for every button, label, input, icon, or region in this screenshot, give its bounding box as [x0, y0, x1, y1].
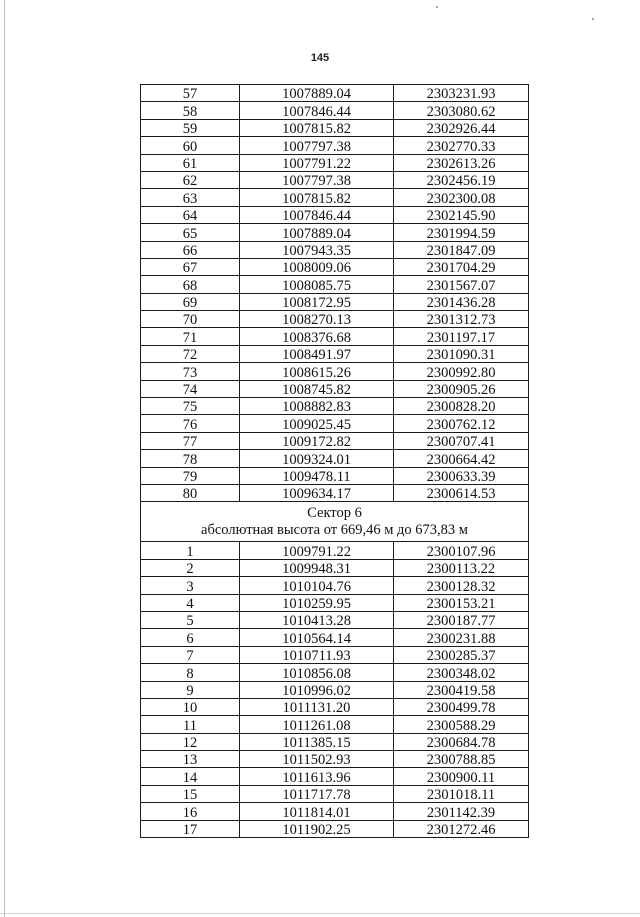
point-number-cell: 72 — [141, 345, 240, 362]
table-row — [141, 311, 529, 328]
table-row — [141, 664, 529, 681]
y-coordinate-cell: 2301567.07 — [394, 276, 529, 293]
point-number-cell: 16 — [141, 803, 240, 820]
y-coordinate-cell: 2300664.42 — [394, 450, 529, 467]
point-number-cell: 2 — [141, 559, 240, 576]
y-coordinate-cell: 2300992.80 — [394, 363, 529, 380]
y-coordinate-cell: 2302613.26 — [394, 154, 529, 171]
y-coordinate-cell: 2300762.12 — [394, 415, 529, 432]
y-coordinate-cell: 2300285.37 — [394, 646, 529, 663]
y-coordinate-cell: 2301312.73 — [394, 311, 529, 328]
x-coordinate-cell: 1007815.82 — [240, 119, 394, 136]
table-row — [141, 415, 529, 432]
point-number-cell: 11 — [141, 716, 240, 733]
point-number-cell: 77 — [141, 432, 240, 449]
table-row — [141, 380, 529, 397]
page-number: 145 — [310, 52, 330, 64]
table-row — [141, 85, 529, 102]
y-coordinate-cell: 2300187.77 — [394, 611, 529, 628]
table-row — [141, 241, 529, 258]
x-coordinate-cell: 1008270.13 — [240, 311, 394, 328]
x-coordinate-cell: 1008615.26 — [240, 363, 394, 380]
table-row — [141, 768, 529, 785]
point-number-cell: 17 — [141, 820, 240, 837]
x-coordinate-cell: 1010413.28 — [240, 611, 394, 628]
table-row — [141, 751, 529, 768]
section-header-body — [141, 502, 529, 542]
x-coordinate-cell: 1010856.08 — [240, 664, 394, 681]
point-number-cell: 69 — [141, 293, 240, 310]
table-row — [141, 646, 529, 663]
y-coordinate-cell: 2300107.96 — [394, 542, 529, 559]
y-coordinate-cell: 2300113.22 — [394, 559, 529, 576]
table-row — [141, 733, 529, 750]
y-coordinate-cell: 2300788.85 — [394, 751, 529, 768]
y-coordinate-cell: 2300633.39 — [394, 467, 529, 484]
x-coordinate-cell: 1011502.93 — [240, 751, 394, 768]
table-row — [141, 559, 529, 576]
point-number-cell: 4 — [141, 594, 240, 611]
y-coordinate-cell: 2301994.59 — [394, 224, 529, 241]
point-number-cell: 70 — [141, 311, 240, 328]
x-coordinate-cell: 1008009.06 — [240, 258, 394, 275]
section-subtitle: абсолютная высота от 669,46 м до 673,83 м — [201, 521, 468, 538]
y-coordinate-cell: 2300707.41 — [394, 432, 529, 449]
y-coordinate-cell: 2303080.62 — [394, 102, 529, 119]
x-coordinate-cell: 1010996.02 — [240, 681, 394, 698]
x-coordinate-cell: 1007815.82 — [240, 189, 394, 206]
point-number-cell: 9 — [141, 681, 240, 698]
y-coordinate-cell: 2300128.32 — [394, 577, 529, 594]
table-row — [141, 577, 529, 594]
section-title: Сектор 6 — [307, 504, 362, 521]
y-coordinate-cell: 2300900.11 — [394, 768, 529, 785]
x-coordinate-cell: 1011814.01 — [240, 803, 394, 820]
point-number-cell: 7 — [141, 646, 240, 663]
table-row — [141, 803, 529, 820]
y-coordinate-cell: 2300905.26 — [394, 380, 529, 397]
x-coordinate-cell: 1011902.25 — [240, 820, 394, 837]
x-coordinate-cell: 1007791.22 — [240, 154, 394, 171]
x-coordinate-cell: 1007889.04 — [240, 85, 394, 102]
table-row — [141, 542, 529, 559]
section-header-row — [141, 502, 529, 542]
table-row — [141, 154, 529, 171]
y-coordinate-cell: 2302926.44 — [394, 119, 529, 136]
point-number-cell: 64 — [141, 206, 240, 223]
point-number-cell: 8 — [141, 664, 240, 681]
table-row — [141, 398, 529, 415]
point-number-cell: 59 — [141, 119, 240, 136]
y-coordinate-cell: 2300348.02 — [394, 664, 529, 681]
y-coordinate-cell: 2301197.17 — [394, 328, 529, 345]
point-number-cell: 60 — [141, 137, 240, 154]
x-coordinate-cell: 1007846.44 — [240, 102, 394, 119]
table-row — [141, 276, 529, 293]
table-body-after — [141, 542, 529, 838]
y-coordinate-cell: 2300419.58 — [394, 681, 529, 698]
table-row — [141, 293, 529, 310]
table-row — [141, 629, 529, 646]
section-header-cell — [141, 502, 529, 542]
y-coordinate-cell: 2300499.78 — [394, 698, 529, 715]
y-coordinate-cell: 2300231.88 — [394, 629, 529, 646]
point-number-cell: 5 — [141, 611, 240, 628]
y-coordinate-cell: 2300588.29 — [394, 716, 529, 733]
x-coordinate-cell: 1010259.95 — [240, 594, 394, 611]
table-row — [141, 467, 529, 484]
point-number-cell: 73 — [141, 363, 240, 380]
y-coordinate-cell: 2301018.11 — [394, 785, 529, 802]
table-row — [141, 258, 529, 275]
table-row — [141, 820, 529, 837]
x-coordinate-cell: 1007889.04 — [240, 224, 394, 241]
table-row — [141, 137, 529, 154]
x-coordinate-cell: 1009172.82 — [240, 432, 394, 449]
table-row — [141, 432, 529, 449]
scan-bottom-line — [0, 913, 640, 914]
table-row — [141, 224, 529, 241]
x-coordinate-cell: 1009478.11 — [240, 467, 394, 484]
point-number-cell: 3 — [141, 577, 240, 594]
point-number-cell: 67 — [141, 258, 240, 275]
x-coordinate-cell: 1010711.93 — [240, 646, 394, 663]
x-coordinate-cell: 1010564.14 — [240, 629, 394, 646]
table-row — [141, 785, 529, 802]
table-row — [141, 119, 529, 136]
point-number-cell: 79 — [141, 467, 240, 484]
table-body-before — [141, 85, 529, 502]
table-row — [141, 189, 529, 206]
x-coordinate-cell: 1008172.95 — [240, 293, 394, 310]
x-coordinate-cell: 1009025.45 — [240, 415, 394, 432]
y-coordinate-cell: 2302145.90 — [394, 206, 529, 223]
table-row — [141, 450, 529, 467]
y-coordinate-cell: 2302456.19 — [394, 171, 529, 188]
table-row — [141, 171, 529, 188]
x-coordinate-cell: 1007797.38 — [240, 137, 394, 154]
point-number-cell: 78 — [141, 450, 240, 467]
scan-edge-line — [4, 0, 5, 917]
scan-speck — [436, 6, 438, 8]
point-number-cell: 80 — [141, 484, 240, 501]
x-coordinate-cell: 1008376.68 — [240, 328, 394, 345]
point-number-cell: 65 — [141, 224, 240, 241]
x-coordinate-cell: 1011385.15 — [240, 733, 394, 750]
point-number-cell: 1 — [141, 542, 240, 559]
x-coordinate-cell: 1008882.83 — [240, 398, 394, 415]
point-number-cell: 71 — [141, 328, 240, 345]
y-coordinate-cell: 2300153.21 — [394, 594, 529, 611]
point-number-cell: 61 — [141, 154, 240, 171]
point-number-cell: 58 — [141, 102, 240, 119]
y-coordinate-cell: 2302300.08 — [394, 189, 529, 206]
x-coordinate-cell: 1007846.44 — [240, 206, 394, 223]
x-coordinate-cell: 1009324.01 — [240, 450, 394, 467]
table-row — [141, 345, 529, 362]
y-coordinate-cell: 2301436.28 — [394, 293, 529, 310]
scan-speck — [592, 18, 594, 20]
y-coordinate-cell: 2303231.93 — [394, 85, 529, 102]
point-number-cell: 15 — [141, 785, 240, 802]
x-coordinate-cell: 1009948.31 — [240, 559, 394, 576]
point-number-cell: 10 — [141, 698, 240, 715]
table-row — [141, 611, 529, 628]
y-coordinate-cell: 2301704.29 — [394, 258, 529, 275]
table-row — [141, 206, 529, 223]
x-coordinate-cell: 1011613.96 — [240, 768, 394, 785]
y-coordinate-cell: 2300828.20 — [394, 398, 529, 415]
point-number-cell: 66 — [141, 241, 240, 258]
table-row — [141, 681, 529, 698]
x-coordinate-cell: 1011261.08 — [240, 716, 394, 733]
y-coordinate-cell: 2302770.33 — [394, 137, 529, 154]
table-row — [141, 102, 529, 119]
point-number-cell: 63 — [141, 189, 240, 206]
x-coordinate-cell: 1007943.35 — [240, 241, 394, 258]
coordinates-table — [140, 84, 529, 838]
point-number-cell: 13 — [141, 751, 240, 768]
point-number-cell: 57 — [141, 85, 240, 102]
table-row — [141, 328, 529, 345]
table-row — [141, 363, 529, 380]
x-coordinate-cell: 1010104.76 — [240, 577, 394, 594]
y-coordinate-cell: 2301090.31 — [394, 345, 529, 362]
point-number-cell: 74 — [141, 380, 240, 397]
x-coordinate-cell: 1009634.17 — [240, 484, 394, 501]
table-row — [141, 594, 529, 611]
point-number-cell: 76 — [141, 415, 240, 432]
x-coordinate-cell: 1011131.20 — [240, 698, 394, 715]
x-coordinate-cell: 1009791.22 — [240, 542, 394, 559]
x-coordinate-cell: 1008085.75 — [240, 276, 394, 293]
y-coordinate-cell: 2301142.39 — [394, 803, 529, 820]
x-coordinate-cell: 1007797.38 — [240, 171, 394, 188]
y-coordinate-cell: 2301847.09 — [394, 241, 529, 258]
point-number-cell: 12 — [141, 733, 240, 750]
table-row — [141, 716, 529, 733]
table-row — [141, 484, 529, 501]
point-number-cell: 75 — [141, 398, 240, 415]
y-coordinate-cell: 2300614.53 — [394, 484, 529, 501]
y-coordinate-cell: 2301272.46 — [394, 820, 529, 837]
x-coordinate-cell: 1008491.97 — [240, 345, 394, 362]
table-row — [141, 698, 529, 715]
point-number-cell: 62 — [141, 171, 240, 188]
y-coordinate-cell: 2300684.78 — [394, 733, 529, 750]
x-coordinate-cell: 1011717.78 — [240, 785, 394, 802]
point-number-cell: 6 — [141, 629, 240, 646]
x-coordinate-cell: 1008745.82 — [240, 380, 394, 397]
point-number-cell: 14 — [141, 768, 240, 785]
point-number-cell: 68 — [141, 276, 240, 293]
